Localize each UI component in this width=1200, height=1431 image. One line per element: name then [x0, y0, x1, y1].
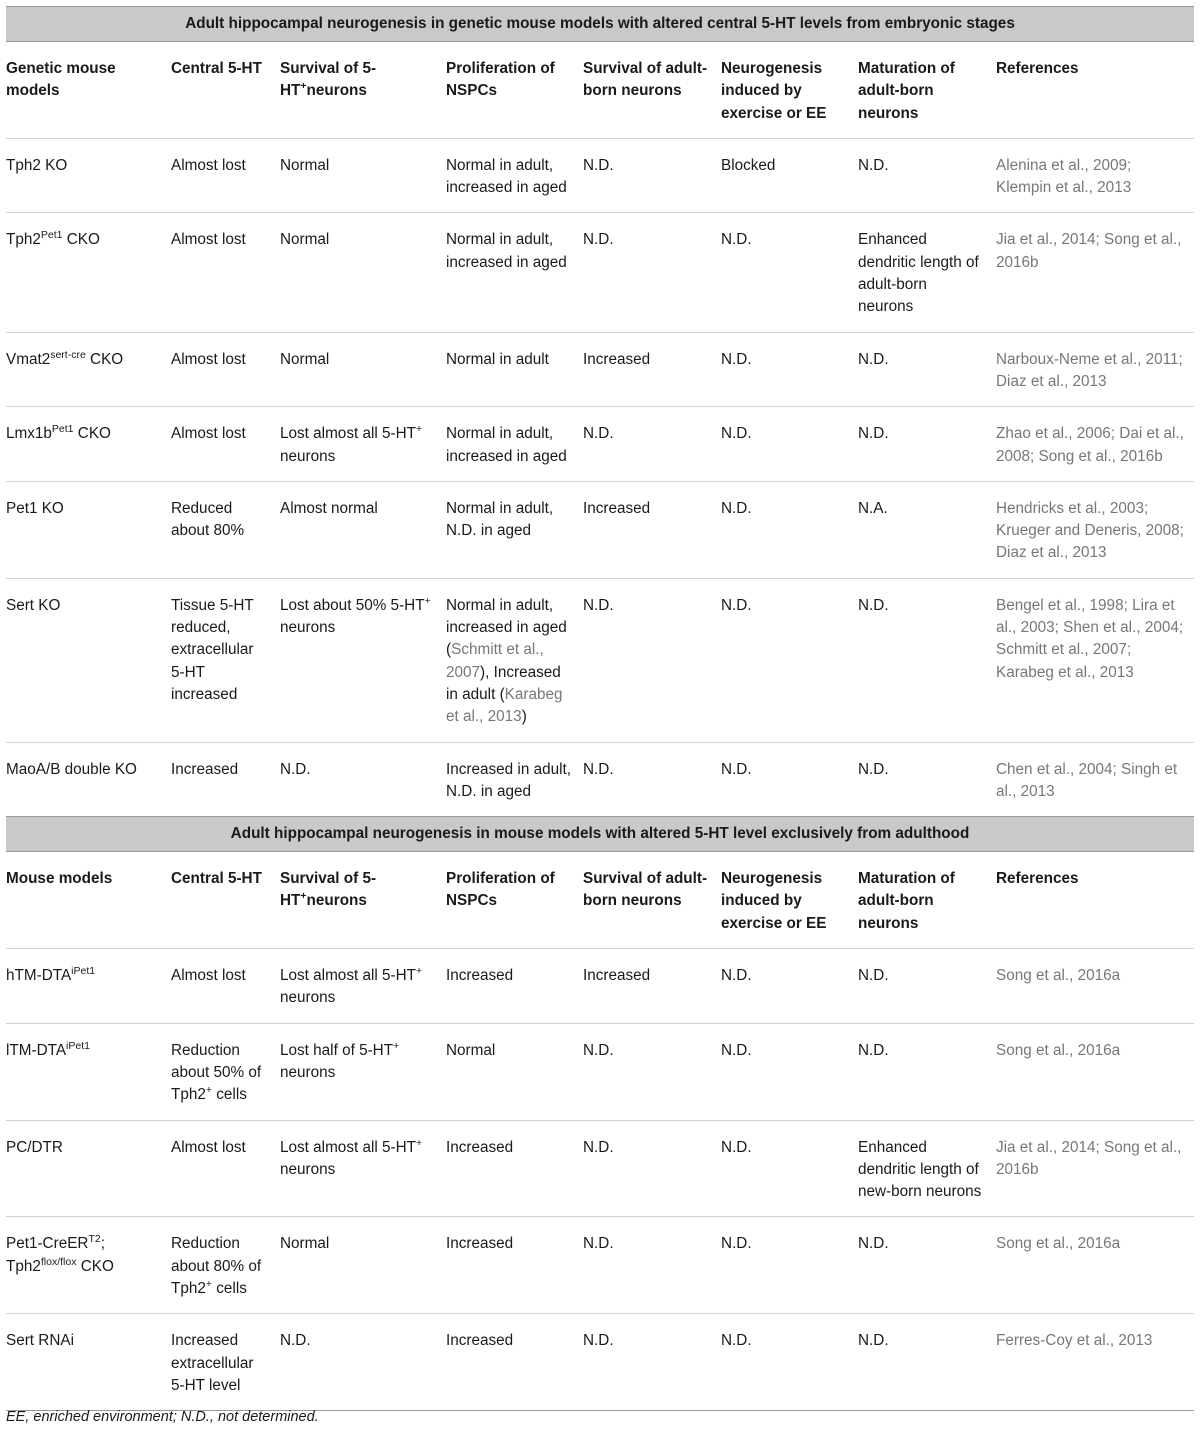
header-survival-adult: Survival of adult-born neurons	[583, 852, 721, 949]
cell-references[interactable]: Chen et al., 2004; Singh et al., 2013	[996, 742, 1194, 817]
cell-model: Sert KO	[6, 578, 171, 742]
cell-proliferation: Normal in adult, N.D. in aged	[446, 481, 583, 578]
cell-survival: Lost about 50% 5-HT+ neurons	[280, 578, 446, 742]
cell-survival: N.D.	[280, 1314, 446, 1411]
cell-proliferation: Normal in adult, increased in aged	[446, 138, 583, 213]
header-central: Central 5-HT	[171, 852, 280, 949]
cell-maturation: N.D.	[858, 742, 996, 817]
cell-references[interactable]: Alenina et al., 2009; Klempin et al., 2013	[996, 138, 1194, 213]
table-row	[6, 213, 1194, 332]
table-row	[6, 1314, 1194, 1411]
cell-survival: N.D.	[280, 742, 446, 817]
cell-survival-adult: N.D.	[583, 1023, 721, 1120]
cell-exercise: N.D.	[721, 742, 858, 817]
cell-proliferation: Normal in adult, increased in aged	[446, 407, 583, 482]
cell-model: $Tph2^{Pet1}$ CKO	[6, 213, 171, 332]
section-1-header-row	[6, 42, 1194, 139]
cell-maturation: N.D.	[858, 1217, 996, 1314]
cell-survival: Normal	[280, 213, 446, 332]
table-row	[6, 949, 1194, 1024]
cell-exercise: N.D.	[721, 1314, 858, 1411]
header-survival-adult: Survival of adult-born neurons	[583, 60, 708, 100]
cell-references[interactable]: Song et al., 2016a	[996, 949, 1194, 1024]
cell-survival: Normal	[280, 332, 446, 407]
table-footnote: EE, enriched environment; N.D., not determined.	[6, 1409, 319, 1425]
cell-central: Almost lost	[171, 1120, 280, 1217]
cell-exercise: N.D.	[721, 332, 858, 407]
header-exercise: Neurogenesis induced by exercise or EE	[721, 852, 858, 949]
cell-survival-adult: N.D.	[583, 578, 721, 742]
cell-central: Almost lost	[171, 138, 280, 213]
cell-model: Pet1 KO	[6, 481, 171, 578]
cell-references[interactable]: Hendricks et al., 2003; Krueger and Deneris, 2008; Diaz et al., 2013	[996, 481, 1194, 578]
cell-survival-adult: Increased	[583, 332, 721, 407]
cell-model: MaoA/B double KO	[6, 742, 171, 817]
cell-proliferation: Normal in adult	[446, 332, 583, 407]
cell-survival: Normal	[280, 138, 446, 213]
cell-proliferation: Increased	[446, 1217, 583, 1314]
cell-references[interactable]: Narboux-Neme et al., 2011; Diaz et al., 2013	[996, 332, 1194, 407]
cell-maturation: N.D.	[858, 949, 996, 1024]
cell-survival-adult: N.D.	[583, 1314, 721, 1411]
cell-exercise: N.D.	[721, 949, 858, 1024]
cell-proliferation: Increased	[446, 949, 583, 1024]
cell-model: Sert RNAi	[6, 1314, 171, 1411]
cell-survival-adult: N.D.	[583, 407, 721, 482]
neurogenesis-table	[6, 6, 1194, 1411]
cell-survival-adult: Increased	[583, 481, 721, 578]
cell-exercise: N.D.	[721, 481, 858, 578]
section-1-title: Adult hippocampal neurogenesis in genetic mouse models with altered central 5-HT levels from embryonic stages	[6, 7, 1194, 42]
cell-references[interactable]: Song et al., 2016a	[996, 1217, 1194, 1314]
citation-link[interactable]: Karabeg et al., 2013	[446, 685, 563, 726]
table-row	[6, 1023, 1194, 1120]
cell-exercise: N.D.	[721, 407, 858, 482]
cell-model: hTM-$DTA^{iPet1}$	[6, 949, 171, 1024]
header-maturation: Maturation of adult-born neurons	[858, 60, 955, 122]
section-1-title-row	[6, 7, 1194, 42]
cell-references[interactable]: Zhao et al., 2006; Dai et al., 2008; Song et al., 2016b	[996, 407, 1194, 482]
cell-central: Increased extracellular 5-HT level	[171, 1314, 280, 1411]
cell-central: Almost lost	[171, 407, 280, 482]
header-references: References	[996, 852, 1194, 949]
cell-exercise: N.D.	[721, 213, 858, 332]
table-row	[6, 138, 1194, 213]
cell-references[interactable]: Jia et al., 2014; Song et al., 2016b	[996, 213, 1194, 332]
cell-maturation: N.D.	[858, 1314, 996, 1411]
cell-central: Almost lost	[171, 332, 280, 407]
header-proliferation: Proliferation of NSPCs	[446, 60, 555, 100]
header-references: References	[996, 60, 1079, 77]
section-2-title: Adult hippocampal neurogenesis in mouse models with altered 5-HT level exclusively from adulthood	[6, 817, 1194, 852]
cell-maturation: N.A.	[858, 481, 996, 578]
cell-exercise: Blocked	[721, 138, 858, 213]
cell-proliferation: Normal in adult, increased in aged (Schmitt et al., 2007), Increased in adult (Karabeg et al., 2013)	[446, 578, 583, 742]
table-row	[6, 332, 1194, 407]
cell-survival: Lost almost all 5-HT+ neurons	[280, 949, 446, 1024]
table-row	[6, 481, 1194, 578]
cell-survival: Lost almost all 5-HT+ neurons	[280, 407, 446, 482]
cell-model: $Lmx1b^{Pet1}$ CKO	[6, 407, 171, 482]
cell-model: lTM-$DTA^{iPet1}$	[6, 1023, 171, 1120]
cell-central: Reduced about 80%	[171, 481, 280, 578]
cell-proliferation: Normal	[446, 1023, 583, 1120]
cell-model: PC/DTR	[6, 1120, 171, 1217]
cell-survival-adult: N.D.	[583, 138, 721, 213]
cell-central: Almost lost	[171, 949, 280, 1024]
cell-exercise: N.D.	[721, 1120, 858, 1217]
table-row	[6, 742, 1194, 817]
cell-survival: Almost normal	[280, 481, 446, 578]
cell-maturation: N.D.	[858, 578, 996, 742]
cell-references[interactable]: Song et al., 2016a	[996, 1023, 1194, 1120]
cell-references[interactable]: Bengel et al., 1998; Lira et al., 2003; Shen et al., 2004; Schmitt et al., 2007; Karabeg et al., 2013	[996, 578, 1194, 742]
cell-exercise: N.D.	[721, 1217, 858, 1314]
cell-exercise: N.D.	[721, 1023, 858, 1120]
cell-survival-adult: N.D.	[583, 1217, 721, 1314]
cell-maturation: N.D.	[858, 1023, 996, 1120]
header-models: Mouse models	[6, 852, 171, 949]
table-row	[6, 1217, 1194, 1314]
cell-central: Almost lost	[171, 213, 280, 332]
cell-model: $Vmat2^{sert-cre}$ CKO	[6, 332, 171, 407]
header-maturation: Maturation of adult-born neurons	[858, 852, 996, 949]
cell-proliferation: Increased	[446, 1314, 583, 1411]
cell-survival-adult: N.D.	[583, 213, 721, 332]
cell-maturation: Enhanced dendritic length of adult-born neurons	[858, 213, 996, 332]
header-models: Genetic mouse models	[6, 60, 116, 100]
cell-central: Increased	[171, 742, 280, 817]
header-survival-5ht: Survival of 5-HT+neurons	[280, 60, 377, 100]
cell-model: Pet1-CreER$^{T2}$; $Tph2^{flox/flox}$ CKO	[6, 1217, 171, 1314]
cell-survival-adult: N.D.	[583, 742, 721, 817]
cell-survival: Lost half of 5-HT+ neurons	[280, 1023, 446, 1120]
table-row	[6, 1120, 1194, 1217]
cell-maturation: Enhanced dendritic length of new-born neurons	[858, 1120, 996, 1217]
section-2-title-row	[6, 817, 1194, 852]
cell-proliferation: Normal in adult, increased in aged	[446, 213, 583, 332]
section-2-header-row	[6, 852, 1194, 949]
citation-link[interactable]: Schmitt et al., 2007	[446, 641, 544, 681]
cell-proliferation: Increased in adult, N.D. in aged	[446, 742, 583, 817]
cell-maturation: N.D.	[858, 332, 996, 407]
cell-references[interactable]: Jia et al., 2014; Song et al., 2016b	[996, 1120, 1194, 1217]
header-survival-5ht: Survival of 5-HT+neurons	[280, 852, 446, 949]
cell-survival-adult: N.D.	[583, 1120, 721, 1217]
table-row	[6, 407, 1194, 482]
cell-model: Tph2 KO	[6, 138, 171, 213]
cell-references[interactable]: Ferres-Coy et al., 2013	[996, 1314, 1194, 1411]
cell-maturation: N.D.	[858, 138, 996, 213]
cell-central: Reduction about 50% of Tph2+ cells	[171, 1023, 280, 1120]
cell-proliferation: Increased	[446, 1120, 583, 1217]
table-row	[6, 578, 1194, 742]
table-document	[6, 6, 1194, 1411]
cell-central: Reduction about 80% of Tph2+ cells	[171, 1217, 280, 1314]
cell-survival-adult: Increased	[583, 949, 721, 1024]
cell-central: Tissue 5-HT reduced, extracellular 5-HT increased	[171, 578, 280, 742]
header-exercise: Neurogenesis induced by exercise or EE	[721, 60, 827, 122]
cell-exercise: N.D.	[721, 578, 858, 742]
cell-maturation: N.D.	[858, 407, 996, 482]
header-central: Central 5-HT	[171, 60, 262, 77]
cell-survival: Lost almost all 5-HT+ neurons	[280, 1120, 446, 1217]
header-proliferation: Proliferation of NSPCs	[446, 852, 583, 949]
cell-survival: Normal	[280, 1217, 446, 1314]
